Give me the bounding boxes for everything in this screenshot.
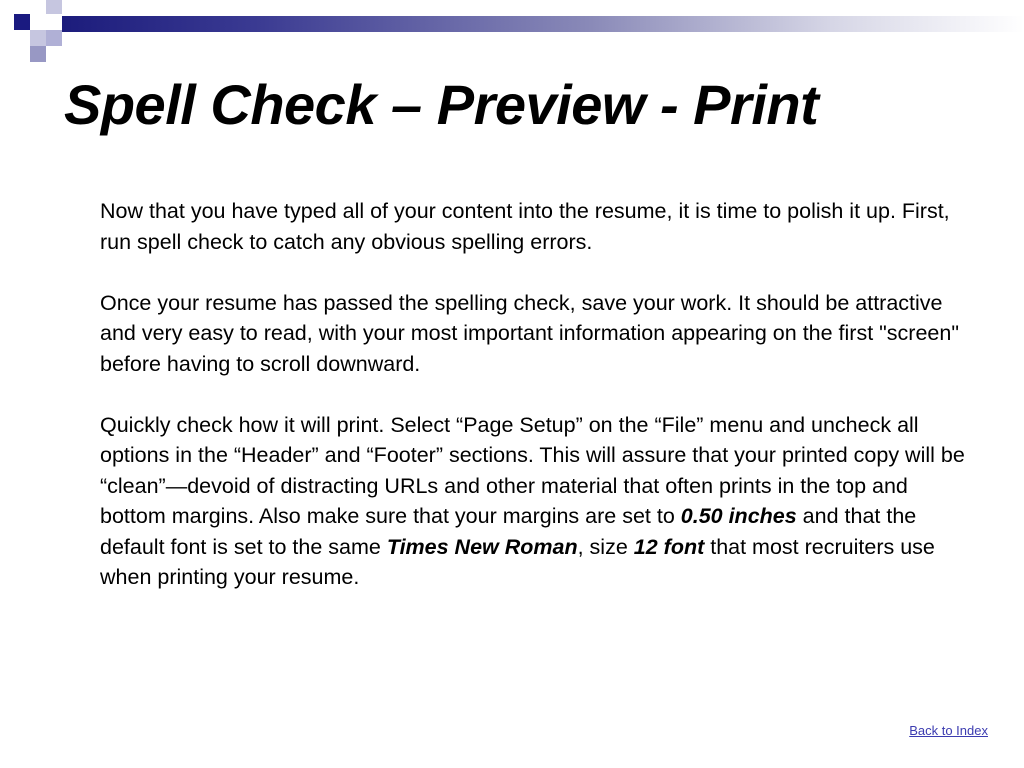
- decorative-square: [46, 0, 62, 14]
- margin-value: 0.50 inches: [680, 504, 797, 528]
- decorative-square: [30, 30, 46, 46]
- paragraph-save-work: Once your resume has passed the spelling check, save your work. It should be attractive and very easy to read, with your most important information appearing on the first "screen" before having to scroll downward.: [100, 290, 959, 376]
- font-size-value: 12 font: [633, 534, 705, 559]
- slide-title: Spell Check – Preview - Print: [64, 73, 819, 136]
- paragraph-spell-check: Now that you have typed all of your content into the resume, it is time to polish it up. First, run spell check to catch any obvious spelling errors.: [100, 199, 950, 254]
- paragraph-text: , size: [577, 534, 634, 559]
- back-to-index-link[interactable]: Back to Index: [909, 723, 988, 738]
- slide-body: [100, 196, 970, 593]
- font-name: Times New Roman: [386, 534, 578, 559]
- decorative-square: [30, 46, 46, 62]
- paragraph-text: and that the default font is set to the same: [100, 504, 917, 559]
- paragraph-text: Quickly check how it will print. Select “Page Setup” on the “File” menu and uncheck all options in the “Header” and “Footer” sections. This will assure that your printed copy will be “clean”—devoid of distracting URLs and other material that often prints in the top and bottom margins. Also make sure that your margins are set to: [100, 412, 965, 528]
- paragraph-text: that most recruiters use when printing your resume.: [100, 534, 935, 589]
- decorative-square: [46, 30, 62, 46]
- decorative-square: [14, 14, 30, 30]
- paragraph-print-check: [100, 410, 970, 593]
- decorative-top-bar: [62, 16, 1024, 32]
